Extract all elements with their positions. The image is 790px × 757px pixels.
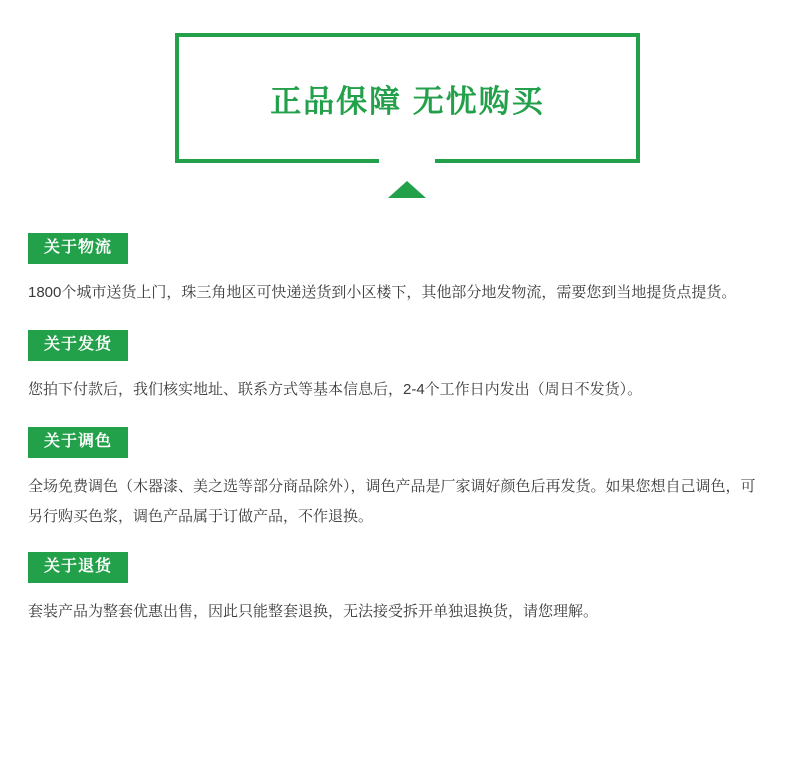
banner-title: 正品保障 无忧购买 xyxy=(270,83,545,119)
assurance-banner xyxy=(0,33,790,165)
section-tag-logistics: 关于物流 xyxy=(28,233,128,264)
section-text-shipping: 您拍下付款后，我们核实地址、联系方式等基本信息后，2-4个工作日内发出（周日不发货）。 xyxy=(28,381,643,398)
section-tag-returns: 关于退货 xyxy=(28,552,128,583)
section-text-tinting: 全场免费调色（木器漆、美之选等部分商品除外），调色产品是厂家调好颜色后再发货。如果您想自己调色，可另行购买色浆，调色产品属于订做产品，不作退换。 xyxy=(28,478,756,525)
section-shipping xyxy=(0,330,790,405)
section-returns xyxy=(0,552,790,627)
product-info-page xyxy=(0,33,790,757)
section-logistics xyxy=(0,233,790,308)
section-tag-tinting: 关于调色 xyxy=(28,427,128,458)
section-tag-shipping: 关于发货 xyxy=(28,330,128,361)
banner-arrow-icon xyxy=(388,181,426,198)
banner-notch xyxy=(379,155,435,169)
info-sections xyxy=(0,233,790,627)
section-text-logistics: 1800个城市送货上门，珠三角地区可快递送货到小区楼下，其他部分地发物流，需要您到当地提货点提货。 xyxy=(28,284,737,301)
section-tinting xyxy=(0,427,790,532)
section-text-returns: 套装产品为整套优惠出售，因此只能整套退换，无法接受拆开单独退换货，请您理解。 xyxy=(28,603,599,620)
